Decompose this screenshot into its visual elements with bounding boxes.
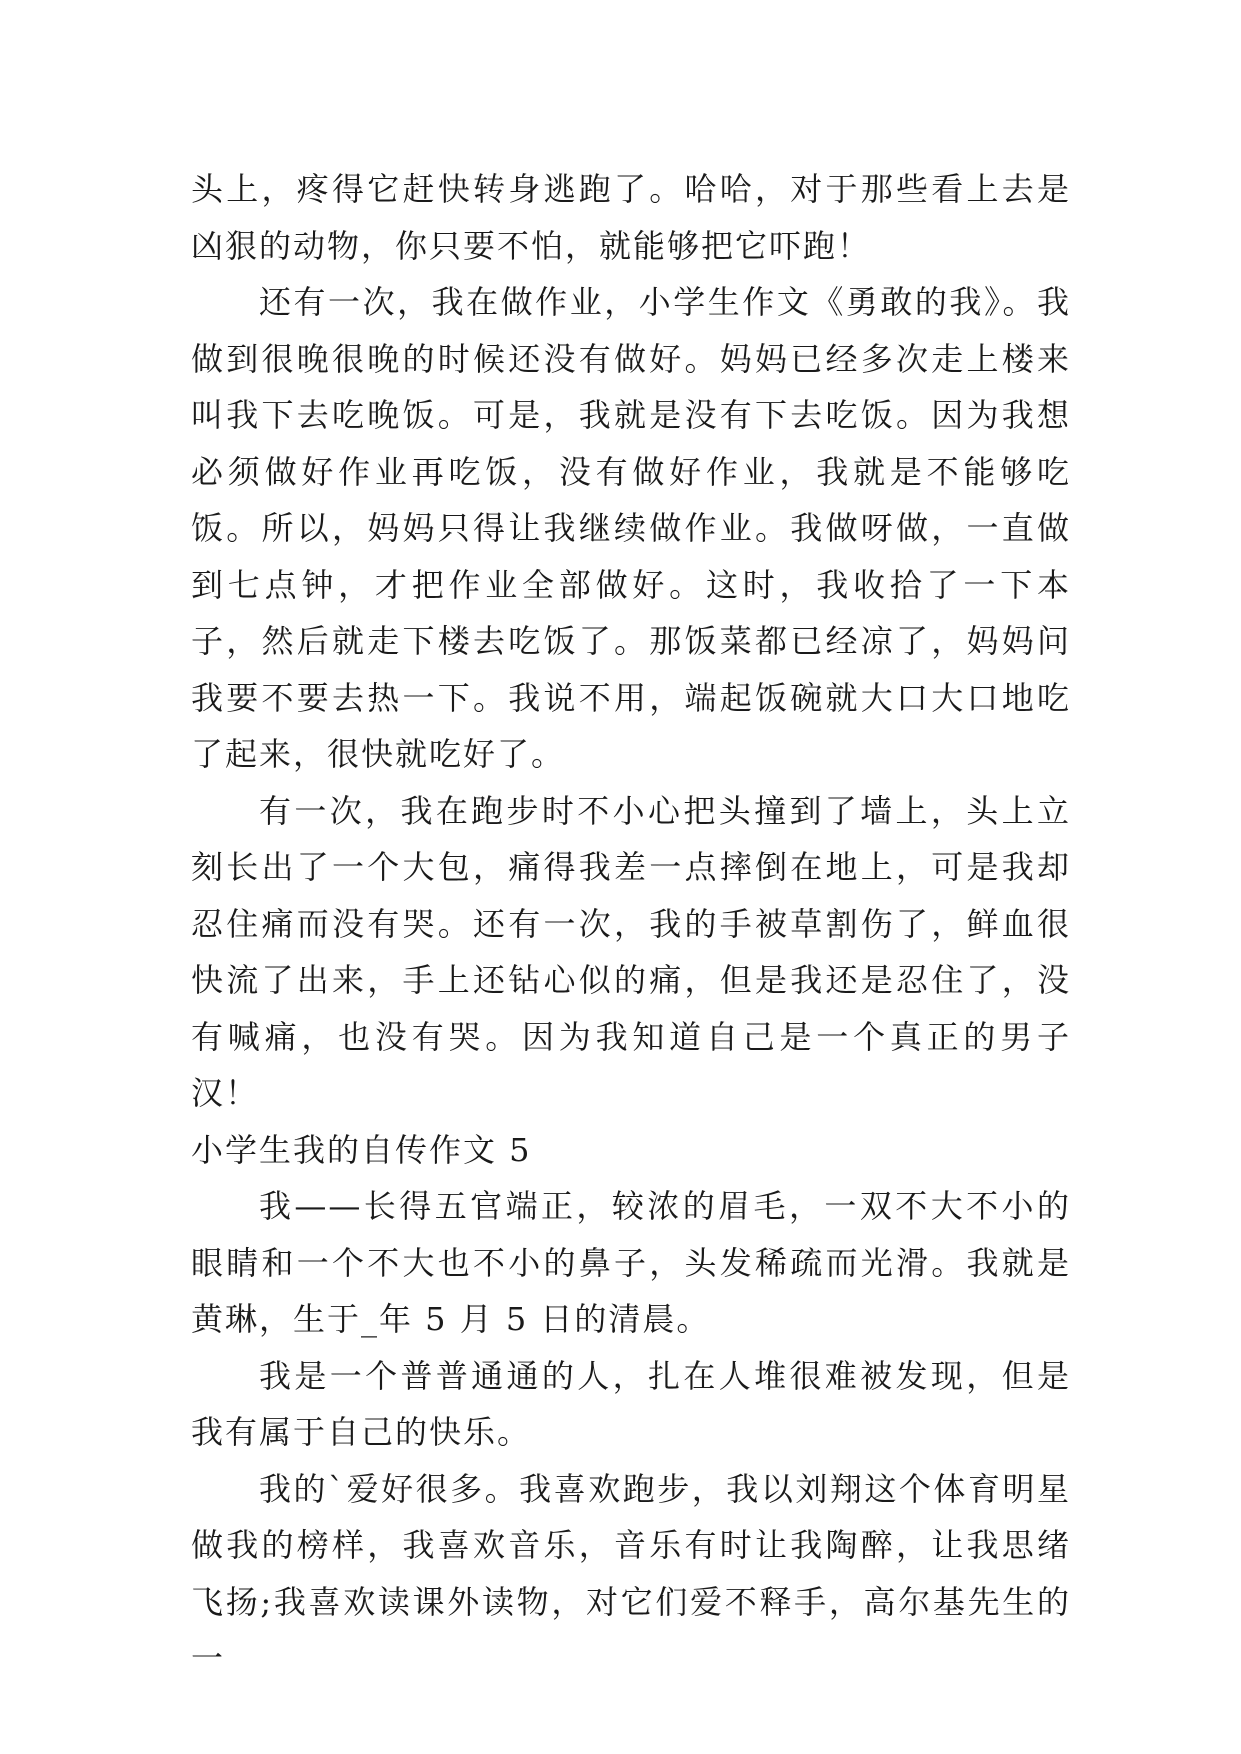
document-body: [191, 161, 1071, 1687]
paragraph: 还有一次，我在做作业，小学生作文《勇敢的我》。我做到很晚很晚的时候还没有做好。妈妈已经多次走上楼来叫我下去吃晚饭。可是，我就是没有下去吃饭。因为我想必须做好作业再吃饭，没有做好作业，我就是不能够吃饭。所以，妈妈只得让我继续做作业。我做呀做，一直做到七点钟，才把作业全部做好。这时，我收拾了一下本子，然后就走下楼去吃饭了。那饭菜都已经凉了，妈妈问我要不要去热一下。我说不用，端起饭碗就大口大口地吃了起来，很快就吃好了。: [191, 283, 1071, 773]
section-heading: 小学生我的自传作文 5: [191, 1130, 532, 1169]
paragraph: 我的`爱好很多。我喜欢跑步，我以刘翔这个体育明星做我的榜样，我喜欢音乐，音乐有时让我陶醉，让我思绪飞扬;我喜欢读课外读物，对它们爱不释手，高尔基先生的一: [191, 1469, 1071, 1677]
paragraph: 头上，疼得它赶快转身逃跑了。哈哈，对于那些看上去是凶狠的动物，你只要不怕，就能够把它吓跑！: [191, 170, 1071, 265]
paragraph: 我——长得五官端正，较浓的眉毛，一双不大不小的眼睛和一个不大也不小的鼻子，头发稀疏而光滑。我就是黄琳，生于_年 5 月 5 日的清晨。: [191, 1187, 1071, 1338]
paragraph: 我是一个普普通通的人，扎在人堆很难被发现，但是我有属于自己的快乐。: [191, 1356, 1071, 1451]
paragraph: 有一次，我在跑步时不小心把头撞到了墙上，头上立刻长出了一个大包，痛得我差一点摔倒在地上，可是我却忍住痛而没有哭。还有一次，我的手被草割伤了，鲜血很快流了出来，手上还钻心似的痛，但是我还是忍住了，没有喊痛，也没有哭。因为我知道自己是一个真正的男子汉！: [191, 791, 1071, 1112]
